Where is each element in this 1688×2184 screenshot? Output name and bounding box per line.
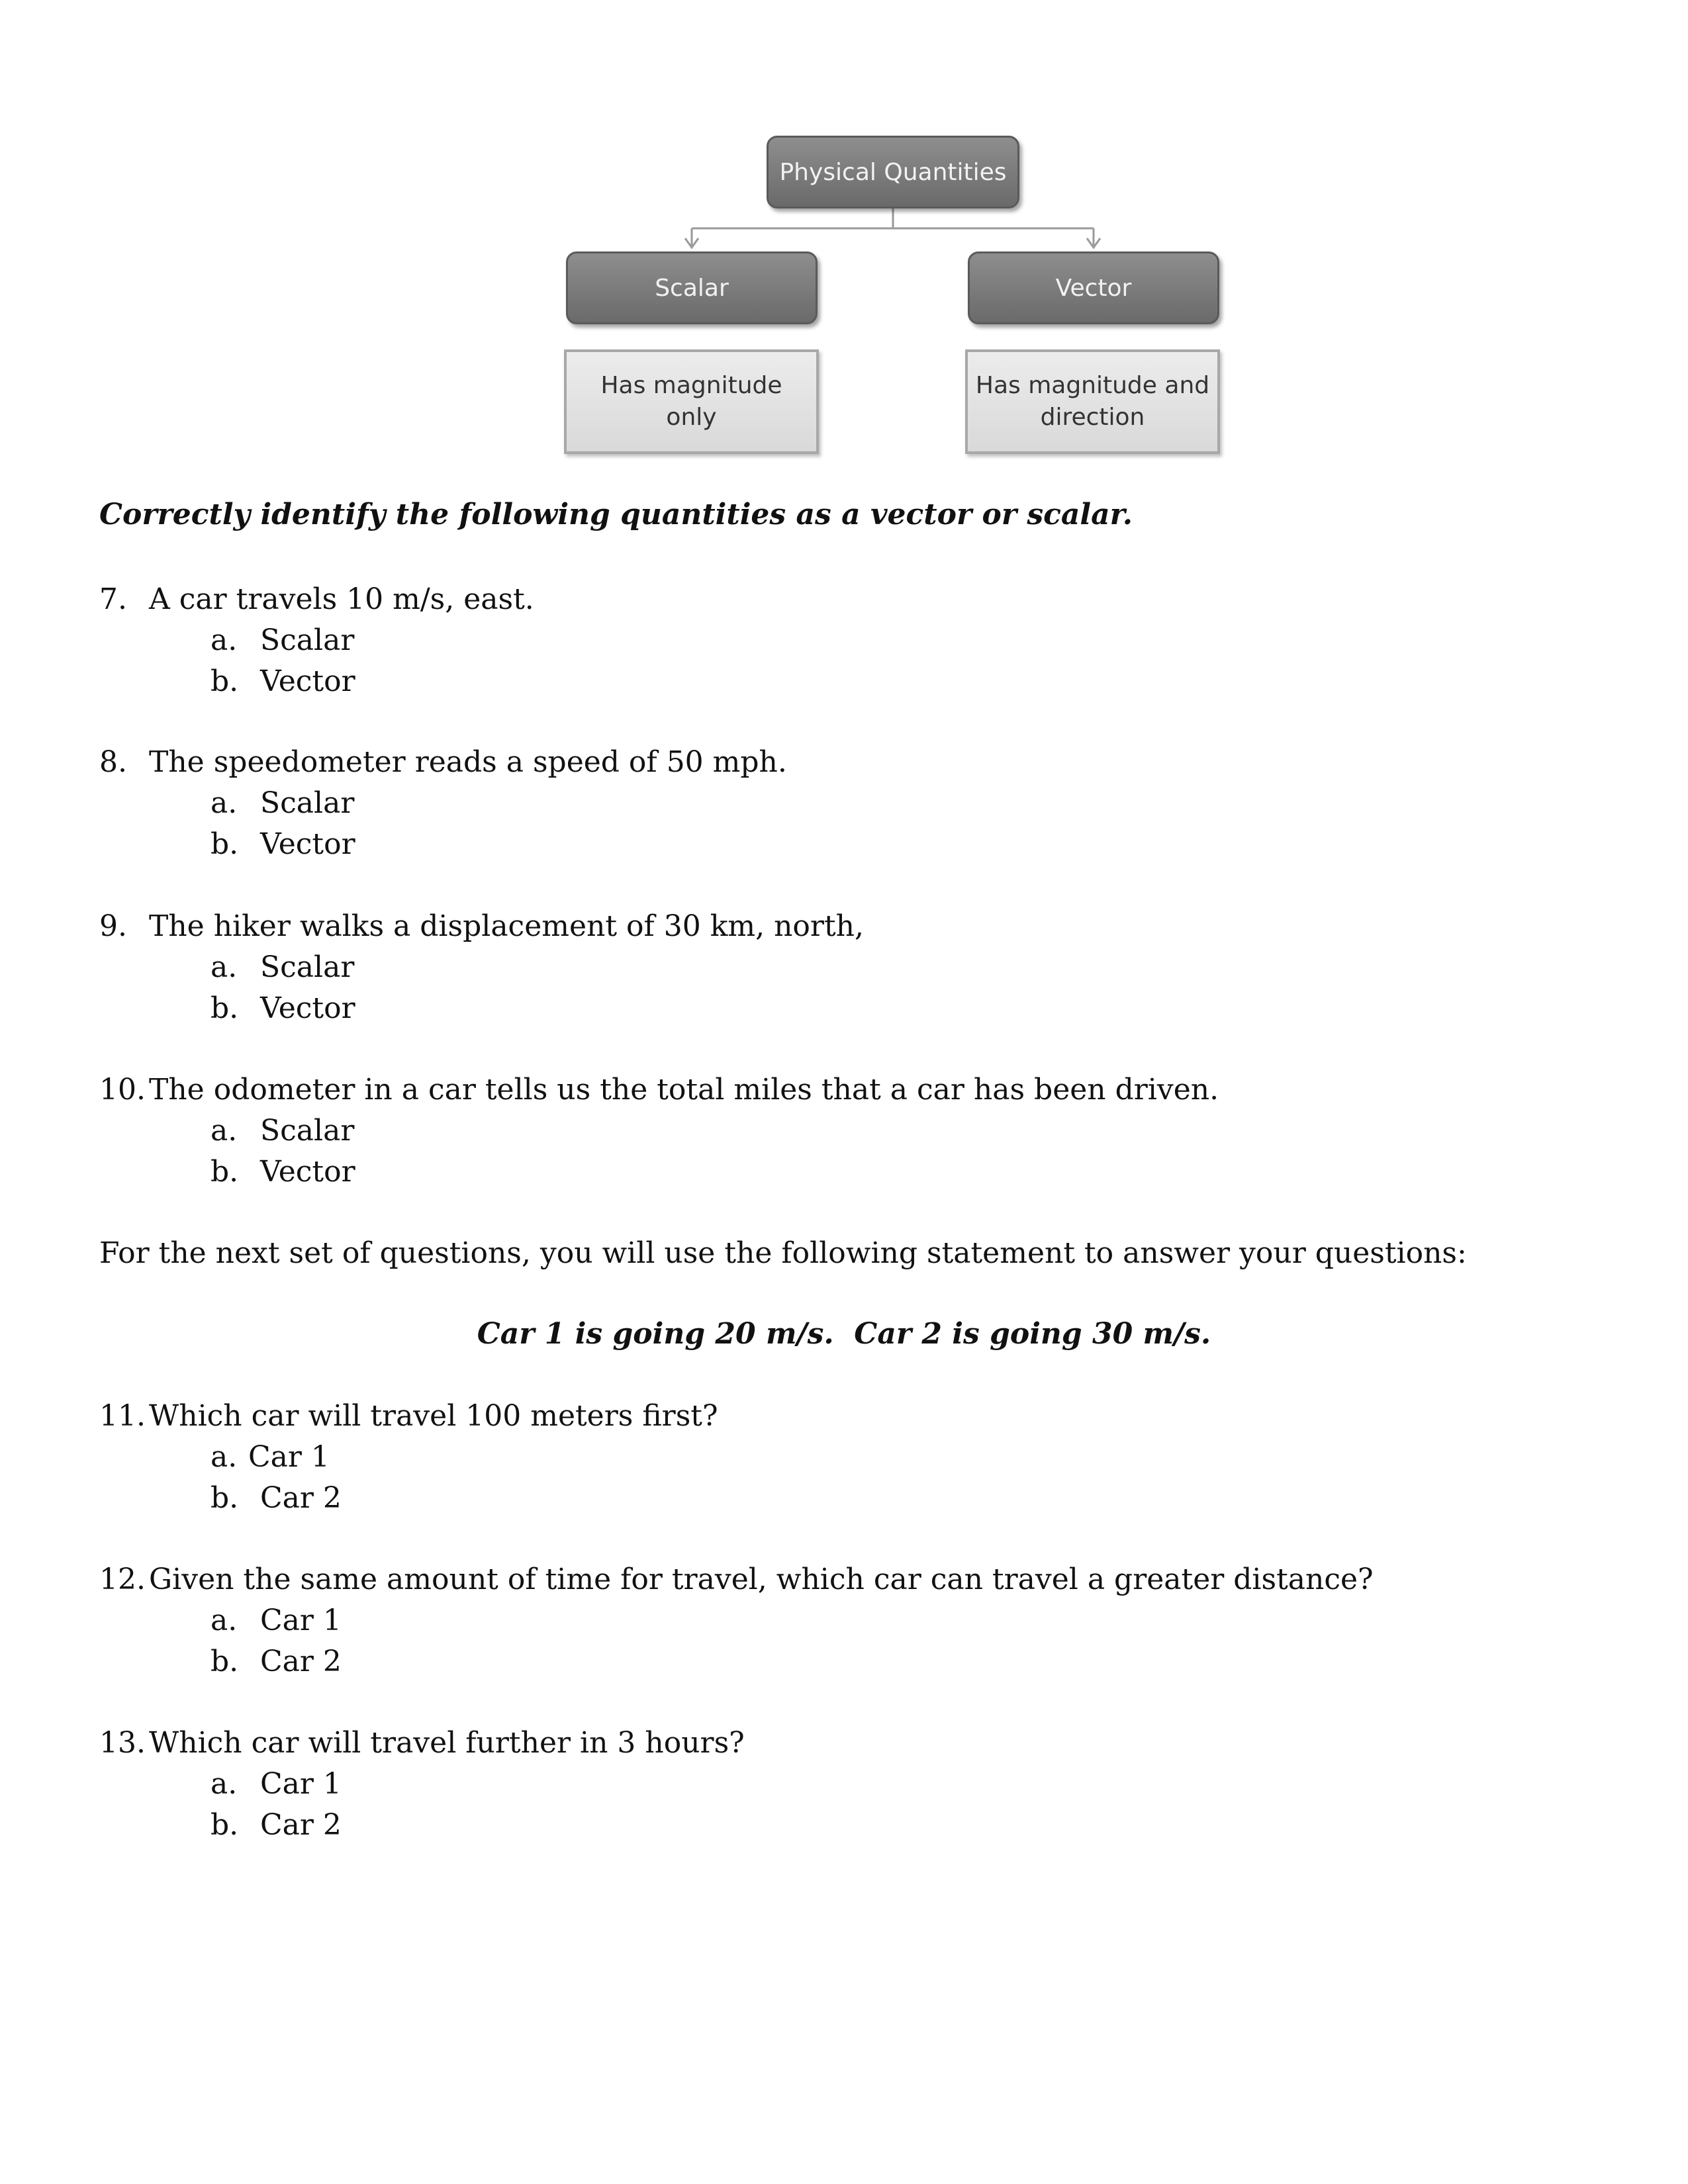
question-number: 9. xyxy=(99,909,127,943)
question-12 xyxy=(0,1563,1688,1686)
option-letter: b. xyxy=(211,827,239,861)
diagram-vector-description-line1: Has magnitude and xyxy=(975,372,1210,399)
question-text: Given the same amount of time for travel, which car can travel a greater distance? xyxy=(149,1563,1374,1596)
question-number: 8. xyxy=(99,745,127,779)
question-7 xyxy=(0,582,1688,705)
instructions-heading: Correctly identify the following quantities as a vector or scalar. xyxy=(99,498,1133,531)
diagram-connectors xyxy=(0,0,1688,477)
question-text: The speedometer reads a speed of 50 mph. xyxy=(149,745,787,779)
question-line xyxy=(0,1563,1688,1604)
option-a[interactable] xyxy=(0,1440,1688,1481)
diagram-scalar-description-box xyxy=(564,349,819,454)
question-13 xyxy=(0,1726,1688,1849)
option-text: Car 2 xyxy=(260,1808,342,1842)
option-letter: a. xyxy=(211,786,238,820)
question-text: The odometer in a car tells us the total miles that a car has been driven. xyxy=(149,1073,1219,1107)
option-b[interactable] xyxy=(0,1481,1688,1522)
option-letter: a. xyxy=(211,1440,238,1474)
question-text: The hiker walks a displacement of 30 km, north, xyxy=(149,909,864,943)
option-b[interactable] xyxy=(0,1808,1688,1849)
question-number: 7. xyxy=(99,582,127,616)
option-letter: b. xyxy=(211,1155,239,1189)
question-number: 12. xyxy=(99,1563,146,1596)
question-text: Which car will travel 100 meters first? xyxy=(149,1399,718,1433)
diagram-scalar-label: Scalar xyxy=(655,274,729,302)
question-line xyxy=(0,1073,1688,1114)
option-letter: a. xyxy=(211,1114,238,1148)
option-letter: b. xyxy=(211,1481,239,1515)
option-text: Car 1 xyxy=(260,1767,342,1801)
option-text: Vector xyxy=(260,991,355,1025)
option-text: Scalar xyxy=(260,950,355,984)
option-letter: a. xyxy=(211,623,238,657)
option-letter: a. xyxy=(211,950,238,984)
option-letter: b. xyxy=(211,1808,239,1842)
option-b[interactable] xyxy=(0,827,1688,868)
option-a[interactable] xyxy=(0,1604,1688,1645)
question-line xyxy=(0,1726,1688,1767)
option-letter: b. xyxy=(211,664,239,698)
question-number: 13. xyxy=(99,1726,146,1760)
question-line xyxy=(0,745,1688,786)
question-number: 10. xyxy=(99,1073,146,1107)
option-text: Car 2 xyxy=(260,1645,342,1678)
statement: Car 1 is going 20 m/s. Car 2 is going 30 m/s. xyxy=(477,1317,1211,1351)
option-text: Car 1 xyxy=(260,1604,342,1637)
option-b[interactable] xyxy=(0,991,1688,1032)
option-text: Vector xyxy=(260,1155,355,1189)
question-text: Which car will travel further in 3 hours? xyxy=(149,1726,745,1760)
question-text: A car travels 10 m/s, east. xyxy=(149,582,534,616)
diagram-root-label: Physical Quantities xyxy=(779,158,1007,186)
option-text: Vector xyxy=(260,827,355,861)
question-8 xyxy=(0,745,1688,868)
option-a[interactable] xyxy=(0,786,1688,827)
question-9 xyxy=(0,909,1688,1032)
option-a[interactable] xyxy=(0,950,1688,991)
diagram-vector-box xyxy=(968,251,1219,324)
question-11 xyxy=(0,1399,1688,1522)
option-letter: b. xyxy=(211,991,239,1025)
option-letter: a. xyxy=(211,1767,238,1801)
question-number: 11. xyxy=(99,1399,146,1433)
diagram-scalar-description: Has magnitude only xyxy=(600,372,782,431)
question-line xyxy=(0,1399,1688,1440)
question-line xyxy=(0,582,1688,623)
option-text: Car 2 xyxy=(260,1481,342,1515)
option-text: Scalar xyxy=(260,623,355,657)
diagram-root-box xyxy=(767,136,1019,208)
diagram-vector-description-box xyxy=(965,349,1220,454)
option-a[interactable] xyxy=(0,1114,1688,1155)
question-line xyxy=(0,909,1688,950)
option-b[interactable] xyxy=(0,1155,1688,1196)
diagram-vector-label: Vector xyxy=(1055,274,1132,302)
option-text: Vector xyxy=(260,664,355,698)
option-letter: b. xyxy=(211,1645,239,1678)
question-10 xyxy=(0,1073,1688,1196)
physical-quantities-diagram xyxy=(0,0,1688,477)
option-letter: a. xyxy=(211,1604,238,1637)
option-b[interactable] xyxy=(0,664,1688,705)
option-b[interactable] xyxy=(0,1645,1688,1686)
diagram-scalar-box xyxy=(566,251,818,324)
intro-paragraph: For the next set of questions, you will use the following statement to answer your questions: xyxy=(99,1236,1467,1270)
diagram-vector-description-line2: direction xyxy=(1040,404,1145,431)
option-text: Scalar xyxy=(260,786,355,820)
option-a[interactable] xyxy=(0,1767,1688,1808)
option-text: Car 1 xyxy=(248,1440,330,1474)
option-text: Scalar xyxy=(260,1114,355,1148)
option-a[interactable] xyxy=(0,623,1688,664)
